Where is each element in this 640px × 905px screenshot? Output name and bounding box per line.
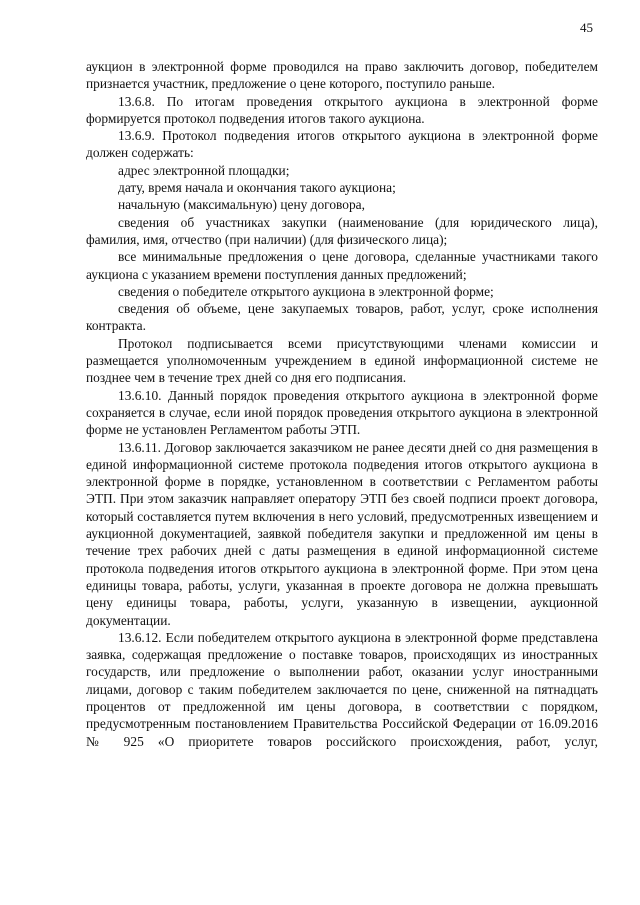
paragraph-13-6-9: 13.6.9. Протокол подведения итогов открытого аукциона в электронной форме должен содержать: — [86, 128, 598, 161]
document-body — [86, 58, 598, 750]
list-item-initial-price: начальную (максимальную) цену договора, — [118, 197, 365, 213]
list-item-volume-price: сведения об объеме, цене закупаемых товаров, работ, услуг, сроке исполнения контракта. — [86, 301, 598, 334]
paragraph-13-6-8: 13.6.8. По итогам проведения открытого аукциона в электронной форме формируется протокол подведения итогов такого аукциона. — [86, 93, 598, 126]
list-item-winner-info: сведения о победителе открытого аукциона в электронной форме; — [118, 283, 494, 299]
paragraph-13-6-11: 13.6.11. Договор заключается заказчиком не ранее десяти дней со дня размещения в единой информационной системе протокола подведения итогов открытого аукциона в электронной форме в порядке, установленном в соответствии с Регламентом работы ЭТП. При этом заказчик направляет оператору ЭТП без своей подписи проект договора, который составляется путем включения в него условий, предусмотренных извещением и аукционной документацией, заявкой победителя закупки и предложенной им цены в течение трех рабочих дней с даты размещения в единой информационной системе протокола подведения итогов открытого аукциона в электронной форме. При этом цена единицы товара, работы, услуги, указанная в проекте договора не должна превышать цену единицы товара, работы, услуги, указанную в извещении, аукционной документации. — [86, 439, 598, 628]
list-item-auction-dates: дату, время начала и окончания такого аукциона; — [118, 180, 396, 196]
page-number: 45 — [580, 20, 593, 35]
paragraph-13-6-12: 13.6.12. Если победителем открытого аукциона в электронной форме представлена заявка, содержащая предложение о поставке товаров, происходящих из иностранных государств, или предложение о выполнении работ, оказании услуг иностранными лицами, договор с таким победителем заключается по цене, сниженной на пятнадцать процентов от предложенной им цены договора, в соответствии с порядком, предусмотренным постановлением Правительства Российской Федерации от 16.09.2016 № 925 «О приоритете товаров российского происхождения, работ, услуг, — [86, 629, 598, 749]
list-item-platform-address: адрес электронной площадки; — [118, 162, 290, 178]
paragraph-continuation: аукцион в электронной форме проводился на право заключить договор, победителем признается участник, предложение о цене которого, поступило раньше. — [86, 59, 598, 92]
list-item-minimal-offers: все минимальные предложения о цене договора, сделанные участниками такого аукциона с указанием времени поступления данных предложений; — [86, 249, 598, 282]
paragraph-protocol-signing: Протокол подписывается всеми присутствующими членами комиссии и размещается уполномоченным учреждением в единой информационной системе не позднее чем в течение трех дней со дня его подписания. — [86, 335, 598, 386]
paragraph-13-6-10: 13.6.10. Данный порядок проведения открытого аукциона в электронной форме сохраняется в случае, если иной порядок проведения открытого аукциона в электронной форме не установлен Регламентом работы ЭТП. — [86, 387, 598, 438]
list-item-participants-info: сведения об участниках закупки (наименование (для юридического лица), фамилия, имя, отчество (при наличии) (для физического лица); — [86, 214, 598, 247]
